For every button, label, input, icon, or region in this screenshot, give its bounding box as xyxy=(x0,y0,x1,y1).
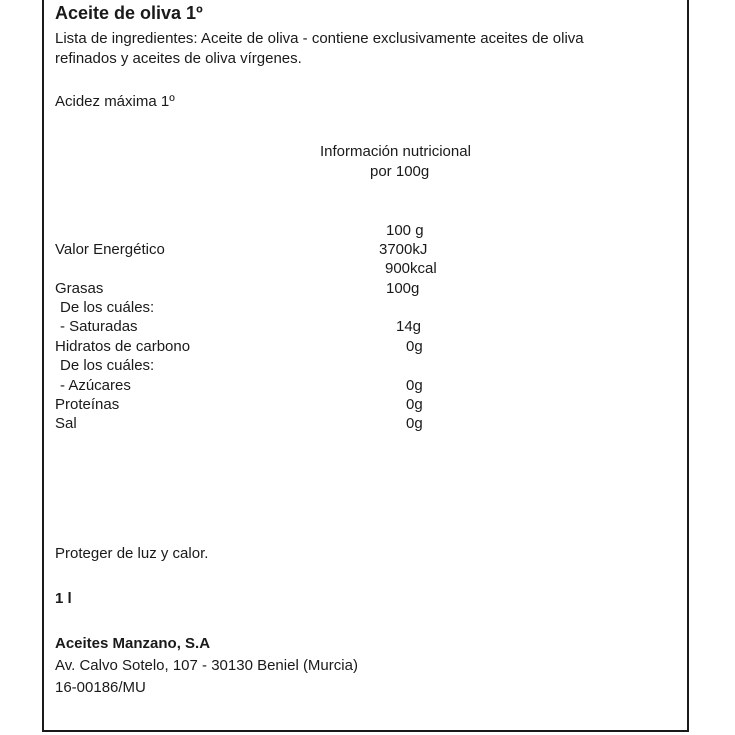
nutrition-row-label: Hidratos de carbono xyxy=(55,338,191,355)
ingredients-line-1: Lista de ingredientes: Aceite de oliva - contiene exclusivamente aceites de oliva xyxy=(55,30,584,47)
storage-instructions: Proteger de luz y calor. xyxy=(55,545,209,562)
nutrition-row-value: 3700kJ xyxy=(379,241,428,258)
nutrition-per-100g: por 100g xyxy=(370,163,430,180)
company-address: Av. Calvo Sotelo, 107 - 30130 Beniel (Murcia) xyxy=(55,657,358,674)
acidity-text: Acidez máxima 1º xyxy=(55,93,175,110)
ingredients-line-2: refinados y aceites de oliva vírgenes. xyxy=(55,50,302,67)
product-title: Aceite de oliva 1º xyxy=(55,3,203,23)
nutrition-heading: Información nutricional xyxy=(320,143,471,160)
nutrition-row-value: 0g xyxy=(406,415,423,432)
nutrition-row-value: 14g xyxy=(396,318,422,335)
nutrition-row-value: 900kcal xyxy=(385,260,437,277)
nutrition-row-label: De los cuáles: xyxy=(60,357,155,374)
nutrition-row-label: Valor Energético xyxy=(55,241,165,258)
nutrition-row-label: Proteínas xyxy=(55,396,120,413)
nutrition-row-label: Grasas xyxy=(55,280,104,297)
volume: 1 l xyxy=(55,590,72,607)
company-name: Aceites Manzano, S.A xyxy=(55,635,211,652)
nutrition-row-label: De los cuáles: xyxy=(60,299,155,316)
registry-number: 16-00186/MU xyxy=(55,679,146,696)
nutrition-column-header: 100 g xyxy=(386,222,424,239)
nutrition-row-label: Sal xyxy=(55,415,77,432)
nutrition-row-label: - Azúcares xyxy=(60,377,131,394)
nutrition-row-value: 0g xyxy=(406,396,423,413)
nutrition-row-value: 0g xyxy=(406,377,423,394)
nutrition-row-label: - Saturadas xyxy=(60,318,138,335)
nutrition-row-value: 0g xyxy=(406,338,423,355)
nutrition-row-value: 100g xyxy=(386,280,420,297)
